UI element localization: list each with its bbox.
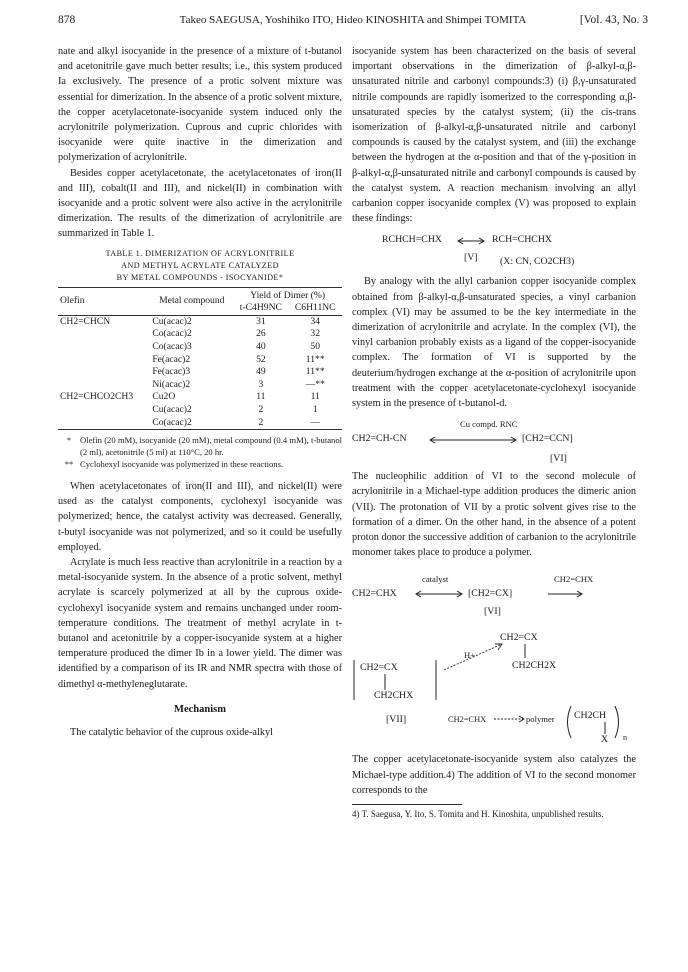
table-cell	[58, 354, 150, 367]
equation-right: [CH2=CCN]	[522, 433, 573, 445]
table-cell	[58, 417, 150, 430]
polymer-n: n	[623, 733, 627, 743]
table-cell: 49	[256, 366, 266, 378]
table-cell: 2	[258, 416, 264, 428]
table-cell: Cu2O	[152, 391, 176, 403]
paragraph: The copper acetylacetonate-isocyanide system also catalyzes the Michael-type addition.4) The addition of VI to the second monomer corresponds to the	[352, 754, 636, 796]
table-cell: Cu(acac)2	[152, 315, 192, 327]
table-row	[58, 391, 342, 404]
bond-line	[522, 644, 528, 658]
left-column	[58, 44, 342, 740]
table-cell: Ni(acac)2	[152, 378, 191, 390]
table-cell: Co(acac)2	[152, 416, 192, 428]
table-row	[58, 417, 342, 430]
footnote-text: Cyclohexyl isocyanide was polymerized in these reactions.	[80, 459, 284, 470]
table-footnote	[58, 435, 342, 458]
table-cell: 32	[310, 328, 321, 340]
table-row	[58, 328, 342, 341]
footnote-rule	[352, 804, 462, 805]
table-cell: 11**	[305, 366, 325, 378]
scheme-vi-label: [VI]	[484, 606, 501, 618]
reaction-arrow-icon	[548, 589, 582, 599]
table-row	[58, 379, 342, 392]
scheme-start: CH2=CHX	[352, 588, 397, 600]
bracket-right	[434, 660, 438, 700]
equilibrium-arrow-icon	[416, 589, 462, 599]
equation-right: RCH=CHCHX	[492, 234, 552, 246]
footnote-text: Olefin (20 mM), isocyanide (20 mM), metal compound (0.4 mM), t-butanol (2 ml), acetonitrile (5 ml) at 110°C, 20 hr.	[80, 435, 342, 457]
data-table	[58, 287, 342, 431]
vii-bottom: CH2CHX	[374, 690, 414, 702]
table-cell: Fe(acac)3	[152, 366, 191, 378]
volume-label: [Vol. 43, No. 3	[579, 14, 648, 26]
polymerization-scheme	[352, 568, 636, 748]
polymer-unit: CH2CH	[574, 710, 607, 722]
table-cell: 31	[256, 315, 266, 327]
paren-left	[564, 706, 572, 738]
paragraph: By analogy with the allyl carbanion copper isocyanide complex obtained from β-alkyl-α,β-unsaturated species, a vinyl carbanion complex (VI) may be assumed to be the key intermediate in the dimerization of acrylonitrile and acrylate. In the complex (VI), the vinyl carbanion probably exists as a ligand of the copper-isocyanide complex. The formation of VI is supported by the deuterium/hydrogen exchange at the α-position of acrylonitrile upon treatment with the copper acetylacetonate-cyclohexyl isocyanide system in the presence of t-butanol-d.	[352, 276, 636, 410]
paragraph: nate and alkyl isocyanide in the presence of a mixture of t-butanol and acetonitrile gave much better results; i.e., this system produced Ia exclusively. The presence of a protic solvent mixture was essential for dimerization. In the absence of a protic solvent mixture, the copper acetylacetonate-isocyanide system induced only the acrylonitrile polymerization. Cuprous and cupric chlorides with isocyanide were quite inactive in the dimerization and polymerization of acrylonitrile.	[58, 46, 342, 164]
equation-note: (X: CN, CO2CH3)	[500, 256, 575, 268]
page-number: 878	[58, 14, 76, 26]
paragraph: The nucleophilic addition of VI to the second molecule of acrylonitrile in a Michael-type addition produces the dimeric anion (VII). The protonation of VII by a protic solvent gives rise to the formation of a dimer. On the other hand, in the absence of a potent proton donor the successive addition of carbanion to the acrylonitrile monomer takes place to produce a polymer.	[352, 471, 636, 559]
column-header: Yield of Dimer (%)	[250, 289, 326, 301]
scheme-vi-species: [CH2=CX]	[468, 588, 513, 600]
footnote-mark: *	[66, 435, 72, 446]
section-heading: Mechanism	[174, 703, 226, 715]
reference-footnote: 4) T. Saegusa, Y. Ito, S. Tomita and H. Kinoshita, unpublished results.	[352, 809, 604, 820]
column-header: Olefin	[60, 294, 85, 306]
paragraph: Acrylate is much less reactive than acrylonitrile in a reaction by a metal-isocyanide system. In the absence of a protic solvent, methyl acrylate is scarcely polymerized at all by the cuprous oxide-cyclohexyl isocyanide system and remains unchanged under room-temperature conditions. The treatment of methyl acrylate in t-butanol and acetonitrile by a copper-isocyanide system at a higher temperature produced the dimer Ib in a lower yield. The dimer was identified by a comparison of its IR and NMR spectra with those of dimethyl α-methyleneglutarate.	[58, 556, 342, 690]
table-cell	[58, 328, 150, 341]
table-cell: 11	[310, 391, 320, 403]
proton-label: H+	[464, 650, 476, 661]
table-row	[58, 354, 342, 367]
equation-vinyl-carbanion	[352, 417, 636, 469]
table-cell: 40	[256, 341, 266, 353]
catalyst-label: catalyst	[422, 574, 449, 585]
polymer-word: polymer	[526, 714, 555, 725]
table-cell: 11	[256, 391, 266, 403]
table-footnote	[58, 459, 342, 471]
column-header: Metal compound	[159, 294, 225, 306]
table-cell	[58, 379, 150, 392]
table-cell: CH2=CHCN	[60, 315, 111, 327]
table-cell	[58, 341, 150, 354]
table-caption: TABLE 1. DIMERIZATION OF ACRYLONITRILE	[105, 248, 295, 258]
paragraph: The catalytic behavior of the cuprous oxide-alkyl	[70, 727, 274, 738]
paragraph: When acetylacetonates of iron(II and III), and nickel(II) were used as the catalyst components, cyclohexyl isocyanide was polymerized; hence, the catalyst activity was decreased. Generally, t-butyl isocyanide was not polymerized, and so it could be usefully employed.	[58, 480, 342, 553]
table-cell: —	[310, 416, 321, 428]
table-1	[58, 248, 342, 471]
table-cell: —**	[305, 378, 325, 390]
table-cell: 3	[258, 378, 264, 390]
equation-left: CH2=CH-CN	[352, 433, 407, 445]
table-cell	[58, 366, 150, 379]
vii-top: CH2=CX	[360, 662, 398, 674]
reaction-arrow-icon	[494, 714, 524, 724]
paren-right	[614, 706, 622, 738]
vii-label: [VII]	[386, 714, 407, 726]
table-cell: 1	[312, 403, 318, 415]
table-row	[58, 341, 342, 354]
equilibrium-arrow-icon	[458, 236, 484, 246]
monomer-reagent: CH2=CHX	[448, 715, 487, 725]
paragraph: Besides copper acetylacetonate, the acetylacetonates of iron(II and III), cobalt(II and III), and nickel(II) in combination with isocyanide and a protic solvent were also active in the acrylonitrile dimerization. The results of the dimerization of acrylonitrile are summarized in Table 1.	[58, 167, 342, 240]
monomer-reagent: CH2=CHX	[554, 574, 594, 585]
equilibrium-arrow-icon	[430, 435, 516, 445]
table-cell: 2	[258, 403, 264, 415]
running-header	[58, 14, 648, 32]
footnote-mark: **	[64, 459, 74, 470]
table-row	[58, 315, 342, 328]
dimer-top: CH2=CX	[500, 632, 538, 644]
table-caption: BY METAL COMPOUNDS - ISOCYANIDE*	[116, 272, 284, 282]
column-header: C6H11NC	[294, 302, 336, 314]
table-cell: 11**	[305, 353, 325, 365]
table-cell: Cu(acac)2	[152, 403, 192, 415]
table-cell: Co(acac)3	[152, 341, 192, 353]
table-cell	[58, 404, 150, 417]
right-column	[352, 44, 636, 820]
equation-label: [VI]	[550, 453, 567, 465]
paragraph: isocyanide system has been characterized on the basis of several important observations in the dimerization of β-alkyl-α,β-unsaturated nitrile and carbonyl compounds:3) (i) β,γ-unsaturated nitrile compounds are rapidly isomerized to the corresponding α,β-unsaturated species by the catalyst system; (ii) the cis-trans isomerization of β-alkyl-α,β-unsaturated nitrile and carbonyl compounds is caused by the catalyst system, and (iii) the exchange between the hydrogen at the α-position and that of the γ-position in β-alkyl-α,β-unsaturated nitrile and carbonyl compounds is caused by the catalyst system. A reaction mechanism involving an allyl carbanion copper isocyanide complex (V) was proposed to explain these findings:	[352, 46, 636, 225]
author-line: Takeo SAEGUSA, Yoshihiko ITO, Hideo KINOSHITA and Shimpei TOMITA	[179, 14, 527, 26]
equation-left: RCHCH=CHX	[382, 234, 442, 246]
table-cell: Co(acac)2	[152, 328, 192, 340]
column-header: t-C4H9NC	[239, 302, 282, 314]
table-cell: 50	[310, 341, 321, 353]
table-caption: AND METHYL ACRYLATE CATALYZED	[121, 260, 279, 270]
table-cell: 34	[310, 315, 321, 327]
dimer-bottom: CH2CH2X	[512, 660, 557, 672]
bracket-left	[352, 660, 356, 700]
table-cell: 26	[256, 328, 266, 340]
table-cell: CH2=CHCO2CH3	[60, 391, 134, 403]
table-row	[58, 404, 342, 417]
equation-allyl-carbanion	[352, 230, 636, 274]
polymer-substituent: X	[601, 734, 609, 746]
table-row	[58, 366, 342, 379]
reagent-label: Cu compd. RNC	[460, 419, 518, 430]
protonation-arrow-icon	[444, 642, 504, 672]
table-cell: Fe(acac)2	[152, 353, 191, 365]
equation-label: [V]	[464, 252, 478, 264]
table-cell: 52	[256, 353, 266, 365]
